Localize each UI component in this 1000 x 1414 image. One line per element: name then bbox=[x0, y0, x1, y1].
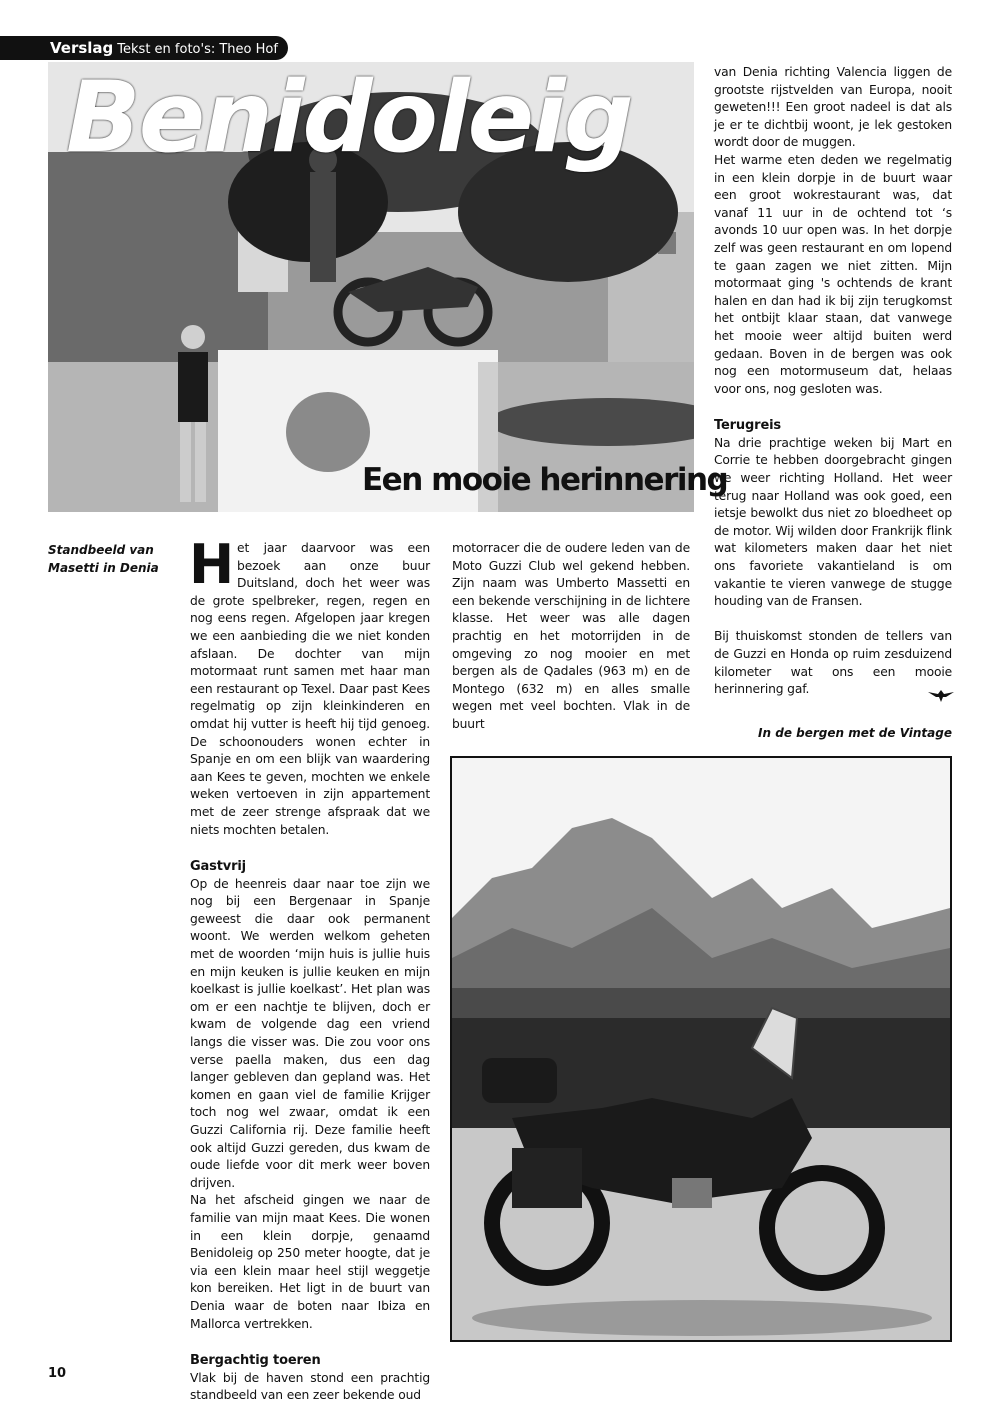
page-number: 10 bbox=[48, 1366, 67, 1381]
paragraph-gastvrij-2: Na het afscheid gingen we naar de familie van mijn maat Kees. Die wonen in een klein dorpje, genaamd Benidoleig op 250 meter hoogte, dat je via een klein maar heel stijl weggetje kon bereiken. Het ligt in de buurt van Denia waar de boten naar Ibiza en Mallorca vertrekken. bbox=[190, 1193, 430, 1331]
article-column-1 bbox=[189, 533, 430, 1405]
author-credit: Tekst en foto's: Theo Hof bbox=[117, 42, 278, 57]
caption-photo-mountains: In de bergen met de Vintage bbox=[758, 726, 952, 740]
article-column-3 bbox=[714, 64, 952, 699]
article-title: Benidoleig bbox=[66, 61, 632, 175]
intro-paragraph bbox=[189, 533, 430, 839]
article-column-2 bbox=[452, 540, 690, 734]
section-header-bar bbox=[0, 36, 288, 60]
paragraph-bergachtig-2: motorracer die de oudere leden van de Moto Guzzi Club wel gekend hebben. Zijn naam was Umberto Massetti en een bekende verschijning in de lichtere klasse. Het weer was alle dagen prachtig en het motorrijden in de omgeving zo nog mooier en met bergen als de Qadales (963 m) en de Montego (632 m) en alles smalle wegen met veel bochten. Vlak in de buurt bbox=[452, 541, 690, 731]
paragraph-bergachtig-1: Vlak bij de haven stond een prachtig standbeeld van een zeer bekende oud bbox=[190, 1370, 430, 1403]
paragraph-rijstvelden: van Denia richting Valencia liggen de grootste rijstvelden van Europa, nooit geweten!!! Een groot nadeel is dat als je er te dichtbij woont, je lek gestoken wordt door de muggen. bbox=[714, 65, 952, 150]
drop-cap: H bbox=[189, 533, 235, 596]
paragraph-wokrestaurant: Het warme eten deden we regelmatig in een klein dorpje in de buurt waar een groot wokrestaurant was, dat vanaf 11 uur in de ochtend tot ‘s avonds 10 uur open was. In het dorpje zelf was geen restaurant en om lopend te gaan zagen we niet zitten. Mijn motormaat ging 's ochtends de krant halen en dan had ik bij zijn terugkomst het ontbijt klaar staan, dat vanwege het mooie weer altijd buiten werd gedaan. Boven in de bergen was ook nog een motormuseum dat, helaas voor ons, nog gesloten was. bbox=[714, 152, 952, 396]
intro-text: et jaar daarvoor was een bezoek aan onze buur Duitsland, doch het weer was de grote spelbreker, regen, regen en nog eens regen. Afgelopen jaar kregen we een aanbieding die we niet konden afslaan. De dochter van mijn motormaat runt samen met haar man een restaurant op Texel. Daar past Kees regelmatig op zijn kleinkinderen en omdat hij vutter is heeft hij tijd genoeg. De schoonouders wonen echter in Spanje en om een blijk van waardering aan Kees te geven, mochten we enkele weken vertoeven in zijn appartement met de zeer strenge afspraak dat we niets mochten betalen. bbox=[190, 541, 430, 837]
paragraph-gastvrij-1: Op de heenreis daar naar toe zijn we nog bij een Bergenaar in Spanje geweest die daar ook permanent woont. We werden welkom geheten met de woorden ‘mijn huis is jullie huis en mijn keuken is jullie keuken en mijn koelkast is jullie koelkast’. Het plan was om er een nachtje te blijven, doch er kwam de volgende dag een vriend langs die visser was. Die zou voor ons verse paella maken, dus een dag langer gebleven dan gepland was. Het komen en gaan viel de familie Krijger toch nog wel zwaar, omdat ik een Guzzi California rij. Deze familie heeft ook altijd Guzzi gereden, dus kwam de oude liefde voor dit merk weer boven drijven. bbox=[190, 876, 430, 1190]
subheading-bergachtig-toeren: Bergachtig toeren bbox=[190, 1352, 321, 1368]
paragraph-terugreis: Na drie prachtige weken bij Mart en Corrie te hebben doorgebracht gingen we weer richting Holland. Het weer terug naar Holland was ook goed, een ietsje bewolkt dus niet zo bloedheet op de motor. Wij wilden door Frankrijk flink wat kilometers maken daar het niet ons favoriete vakantieland is om vakantie te vieren vanwege de stugge houding van de Fransen. bbox=[714, 435, 952, 609]
article-subtitle: Een mooie herinnering bbox=[362, 462, 728, 498]
paragraph-slot: Bij thuiskomst stonden de tellers van de Guzzi en Honda op ruim zesduizend kilometer wat ons een mooie herinnering gaf. bbox=[714, 629, 952, 697]
motorcycle-photo-illustration bbox=[452, 758, 950, 1340]
subheading-gastvrij: Gastvrij bbox=[190, 858, 246, 874]
photo-motorcycle-mountains bbox=[450, 756, 952, 1342]
section-kicker: Verslag bbox=[50, 39, 114, 57]
guzzi-eagle-icon bbox=[928, 688, 954, 702]
caption-photo-statue: Standbeeld van Masetti in Denia bbox=[48, 543, 159, 575]
subheading-terugreis: Terugreis bbox=[714, 417, 782, 433]
